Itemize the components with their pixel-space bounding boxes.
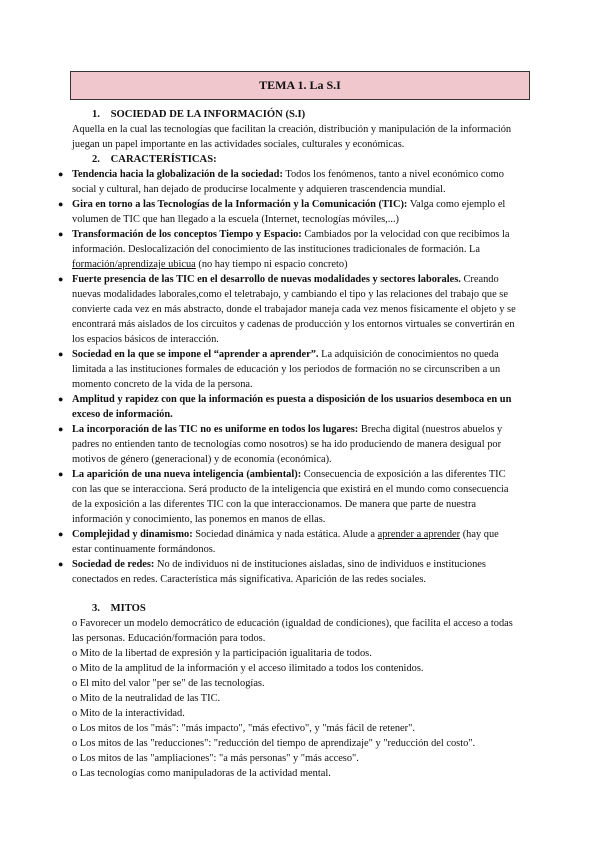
section-number: 2. xyxy=(92,154,100,165)
myth-item: o El mito del valor "per se" de las tecnologías. xyxy=(72,678,265,689)
bullet-icon: ● xyxy=(58,349,64,359)
list-item xyxy=(58,467,520,527)
item-lead: Fuerte presencia de las TIC en el desarrollo de nuevas modalidades y sectores laborales. xyxy=(72,274,461,285)
item-lead: Amplitud y rapidez con que la información es puesta a disposición de los usuarios desemboca en un exceso de información. xyxy=(72,394,512,420)
list-item xyxy=(58,167,520,197)
myth-item: o Mito de la amplitud de la información y el acceso ilimitado a todos los contenidos. xyxy=(72,663,424,674)
list-item xyxy=(58,347,520,392)
section-number: 1. xyxy=(92,109,100,120)
myth-item: o Mito de la interactividad. xyxy=(72,708,185,719)
item-lead: Complejidad y dinamismo: xyxy=(72,529,193,540)
item-text: Valga como ejemplo el volumen de TIC que han llegado a la escuela (Internet, tecnologías móviles,...) xyxy=(72,199,506,225)
myth-item: o Los mitos de las "ampliaciones": "a más personas" y "más acceso". xyxy=(72,753,359,764)
myth-item: o Las tecnologías como manipuladoras de la actividad mental. xyxy=(72,768,331,779)
item-text: Sociedad dinámica y nada estática. Alude a xyxy=(192,529,378,540)
page-title xyxy=(70,71,530,100)
myth-item: o Los mitos de las "reducciones": "reducción del tiempo de aprendizaje" y "reducción del costo". xyxy=(72,738,476,749)
myth-item: o Favorecer un modelo democrático de educación (igualdad de condiciones), que facilita el acceso a todas las personas. Educación/formación para todos. xyxy=(72,618,513,644)
item-text: Consecuencia de exposición a las diferentes TIC con las que se interacciona. Será producto de la inteligencia que existirá en el mundo como consecuencia de la exposición a las diferentes TIC con la que interaccionamos. De manera que parte de nuestra información y conocimiento, las ponemos en manos de ellas. xyxy=(72,469,509,525)
bullet-icon: ● xyxy=(58,169,64,179)
page-title-text: TEMA 1. La S.I xyxy=(259,78,341,92)
myth-item: o Mito de la neutralidad de las TIC. xyxy=(72,693,221,704)
item-lead: Sociedad en la que se impone el “aprender a aprender”. xyxy=(72,349,319,360)
section-title: MITOS xyxy=(110,603,146,614)
section-title: CARACTERÍSTICAS: xyxy=(110,154,217,165)
spacer xyxy=(72,587,520,601)
item-lead: La incorporación de las TIC no es uniforme en todos los lugares: xyxy=(72,424,359,435)
myth-item: o Los mitos de los "más": "más impacto", "más efectivo", y "más fácil de retener". xyxy=(72,723,415,734)
list-item xyxy=(58,527,520,557)
item-text: La adquisición de conocimientos no queda limitada a las instituciones formales de educación y los periodos de formación no se circunscriben a un momento concreto de la vida de la persona. xyxy=(72,349,501,390)
bullet-icon: ● xyxy=(58,559,64,569)
bullet-icon: ● xyxy=(58,529,64,539)
document-body xyxy=(58,107,520,781)
list-item xyxy=(58,227,520,272)
item-lead: Sociedad de redes: xyxy=(72,559,155,570)
bullet-icon: ● xyxy=(58,424,64,434)
bullet-icon: ● xyxy=(58,199,64,209)
item-text-continued: (no hay tiempo ni espacio concreto) xyxy=(195,259,348,270)
list-item xyxy=(58,272,520,347)
list-item xyxy=(58,422,520,467)
section-title: SOCIEDAD DE LA INFORMACIÓN (S.I) xyxy=(110,109,306,120)
item-text-continued: (hay que estar continuamente formándonos. xyxy=(72,529,499,555)
section-heading-sociedad xyxy=(72,107,520,122)
bullet-icon: ● xyxy=(58,229,64,239)
section-heading-mitos xyxy=(72,601,520,616)
bullet-icon: ● xyxy=(58,469,64,479)
list-item xyxy=(58,557,520,587)
item-text: Creando nuevas modalidades laborales,como el teletrabajo, y cambiando el tipo y las relaciones del trabajo que se convierte cada vez en más abstracto, donde el trabajador maneja cada vez menos físicamente el objeto y se encontrará más aislados de los circuitos y cadenas de producción y los entornos virtuales se convertirán en los espacios básicos de interacción. xyxy=(72,274,516,345)
item-lead: Transformación de los conceptos Tiempo y Espacio: xyxy=(72,229,302,240)
item-lead: Tendencia hacia la globalización de la sociedad: xyxy=(72,169,283,180)
item-lead: Gira en torno a las Tecnologías de la Información y la Comunicación (TIC): xyxy=(72,199,408,210)
item-lead: La aparición de una nueva inteligencia (ambiental): xyxy=(72,469,302,480)
item-text: Todos los fenómenos, tanto a nivel económico como social y cultural, han dejado de producirse localmente y adquieren trascendencia mundial. xyxy=(72,169,504,195)
section-number: 3. xyxy=(92,603,100,614)
bullet-icon: ● xyxy=(58,394,64,404)
definition-paragraph: Aquella en la cual las tecnologías que facilitan la creación, distribución y manipulación de la información juegan un papel importante en las actividades sociales, culturales y económicas. xyxy=(72,124,512,150)
item-underlined-text: formación/aprendizaje ubicua xyxy=(72,259,196,270)
item-text: Cambiados por la velocidad con que recibimos la información. Deslocalización del conocimiento de las instituciones tradicionales de formación. La xyxy=(72,229,510,255)
myth-item: o Mito de la libertad de expresión y la participación igualitaria de todos. xyxy=(72,648,372,659)
list-item xyxy=(58,197,520,227)
item-underlined-text: aprender a aprender xyxy=(377,529,461,540)
item-text: No de individuos ni de instituciones aisladas, sino de individuos e instituciones conectados en redes. Característica más significativa. Aparición de las redes sociales. xyxy=(72,559,486,585)
bullet-icon: ● xyxy=(58,274,64,284)
item-text: Brecha digital (nuestros abuelos y padres no entienden tanto de tecnologías como nosotros) se ha ido produciendo de manera desigual por motivos de género (generacional) y de economía (económica). xyxy=(72,424,503,465)
section-heading-caracteristicas xyxy=(72,152,520,167)
list-item xyxy=(58,392,520,422)
